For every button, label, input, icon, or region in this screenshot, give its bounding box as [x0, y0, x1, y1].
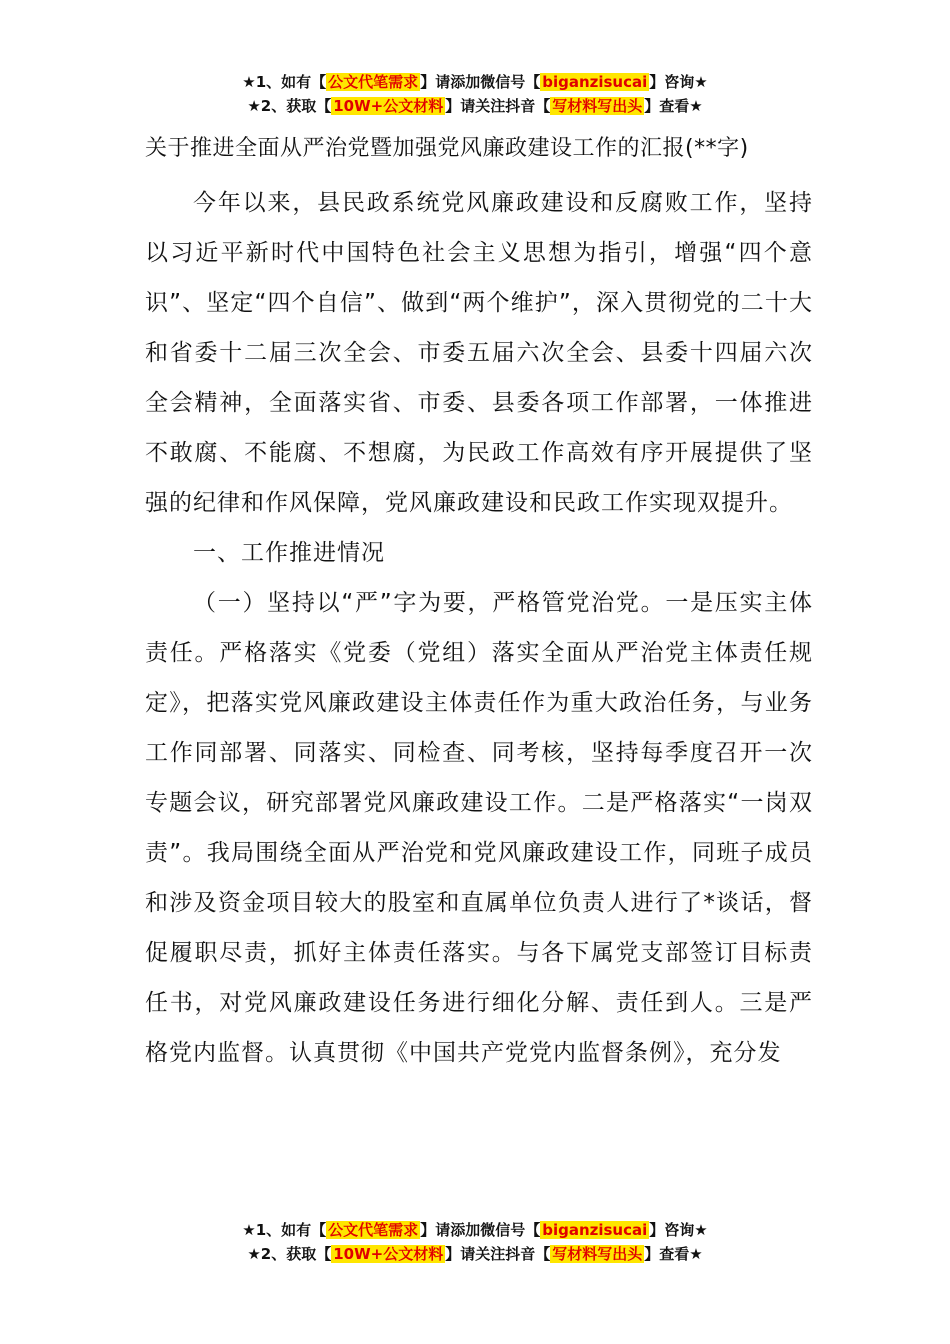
highlight-douyin: 写材料写出头 — [552, 1245, 643, 1263]
highlight-materials: 10W+公文材料 — [333, 97, 444, 115]
promo-line-2: ★2、获取【 10W+公文材料 】请关注抖音【 写材料写出头 】查看★ — [247, 1245, 703, 1263]
promo-line-2: ★2、获取【 10W+公文材料 】请关注抖音【 写材料写出头 】查看★ — [247, 97, 703, 115]
paragraph-section-1: （一）坚持以“严”字为要，严格管党治党。一是压实主体责任。严格落实《党委（党组）落实全面从严治党主体责任规定》，把落实党风廉政建设主体责任作为重大政治任务，与业务工作同部署、同落实、同检查、同考核，坚持每季度召开一次专题会议，研究部署党风廉政建设工作。二是严格落实“一岗双责”。我局围绕全面从严治党和党风廉政建设工作，同班子成员和涉及资金项目较大的股室和直属单位负责人进行了*谈话，督促履职尽责，抓好主体责任落实。与各下属党支部签订目标责任书，对党风廉政建设任务进行细化分解、责任到人。三是严格党内监督。认真贯彻《中国共产党党内监督条例》，充分发 — [145, 590, 813, 1066]
promo-line-1: ★1、如有【 公文代笔需求 】请添加微信号【 biganzisucai 】咨询★ — [242, 73, 708, 91]
highlight-wechat-id: biganzisucai — [542, 1221, 648, 1239]
highlight-ghostwriting: 公文代笔需求 — [328, 1221, 419, 1239]
document-title: 关于推进全面从严治党暨加强党风廉政建设工作的汇报(**字) — [145, 136, 749, 161]
promo-banner-top — [0, 70, 950, 118]
promo-line-1: ★1、如有【 公文代笔需求 】请添加微信号【 biganzisucai 】咨询★ — [242, 1221, 708, 1239]
paragraph-intro: 今年以来，县民政系统党风廉政建设和反腐败工作，坚持以习近平新时代中国特色社会主义思想为指引，增强“四个意识”、坚定“四个自信”、做到“两个维护”，深入贯彻党的二十大和省委十二届三次全会、市委五届六次全会、县委十四届六次全会精神，全面落实省、市委、县委各项工作部署，一体推进不敢腐、不能腐、不想腐，为民政工作高效有序开展提供了坚强的纪律和作风保障，党风廉政建设和民政工作实现双提升。 — [145, 190, 813, 516]
document-body — [145, 128, 813, 1078]
section-heading: 一、工作推进情况 — [193, 540, 385, 566]
highlight-douyin: 写材料写出头 — [552, 97, 643, 115]
promo-banner-bottom — [0, 1218, 950, 1266]
highlight-ghostwriting: 公文代笔需求 — [328, 73, 419, 91]
highlight-materials: 10W+公文材料 — [333, 1245, 444, 1263]
highlight-wechat-id: biganzisucai — [542, 73, 648, 91]
